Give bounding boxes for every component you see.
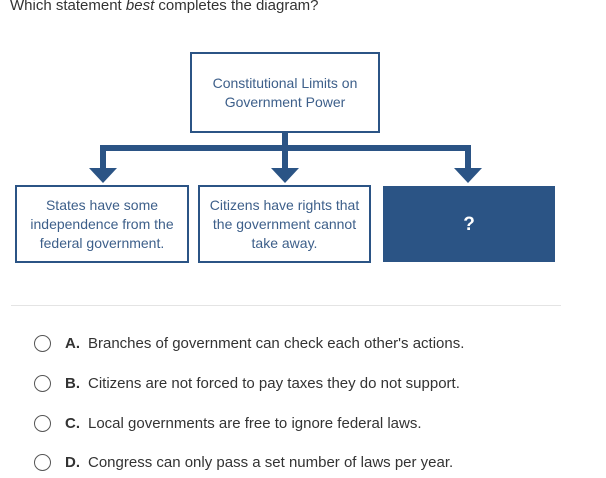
radio-button-c[interactable] bbox=[34, 415, 51, 432]
option-a[interactable] bbox=[34, 331, 464, 355]
diagram-top-box-text: Constitutional Limits on Government Power bbox=[212, 74, 358, 110]
question-emphasis: best bbox=[125, 0, 155, 14]
arrowhead-left bbox=[89, 168, 117, 183]
radio-button-a[interactable] bbox=[34, 335, 51, 352]
arrowhead-middle bbox=[271, 168, 299, 183]
option-b-letter: B. bbox=[65, 374, 80, 392]
arrowhead-right bbox=[454, 168, 482, 183]
option-a-letter: A. bbox=[65, 334, 80, 352]
connector-left-drop bbox=[100, 145, 106, 171]
option-b-text: Citizens are not forced to pay taxes they do not support. bbox=[88, 374, 460, 392]
option-d-letter: D. bbox=[65, 453, 80, 471]
diagram-left-box-text: States have some independence from the federal government. bbox=[30, 196, 174, 251]
option-c[interactable] bbox=[34, 411, 422, 435]
option-c-text: Local governments are free to ignore federal laws. bbox=[88, 414, 422, 432]
question-suffix: completes the diagram? bbox=[154, 0, 319, 14]
diagram-middle-box bbox=[198, 185, 371, 263]
question-prefix: Which statement bbox=[10, 0, 126, 14]
option-c-letter: C. bbox=[65, 414, 80, 432]
divider bbox=[11, 305, 561, 306]
connector-stem bbox=[282, 133, 288, 147]
radio-button-b[interactable] bbox=[34, 375, 51, 392]
option-b[interactable] bbox=[34, 371, 460, 395]
connector-right-drop bbox=[465, 145, 471, 171]
diagram-left-box bbox=[15, 185, 189, 263]
option-d[interactable] bbox=[34, 450, 453, 474]
diagram-unknown-box-text: ? bbox=[463, 213, 475, 235]
diagram-top-box bbox=[190, 52, 380, 133]
option-a-text: Branches of government can check each other's actions. bbox=[88, 334, 465, 352]
option-d-text: Congress can only pass a set number of laws per year. bbox=[88, 453, 454, 471]
connector-middle-drop bbox=[282, 145, 288, 171]
diagram-middle-box-text: Citizens have rights that the government cannot take away. bbox=[209, 196, 360, 251]
diagram-unknown-box bbox=[383, 186, 555, 262]
radio-button-d[interactable] bbox=[34, 454, 51, 471]
